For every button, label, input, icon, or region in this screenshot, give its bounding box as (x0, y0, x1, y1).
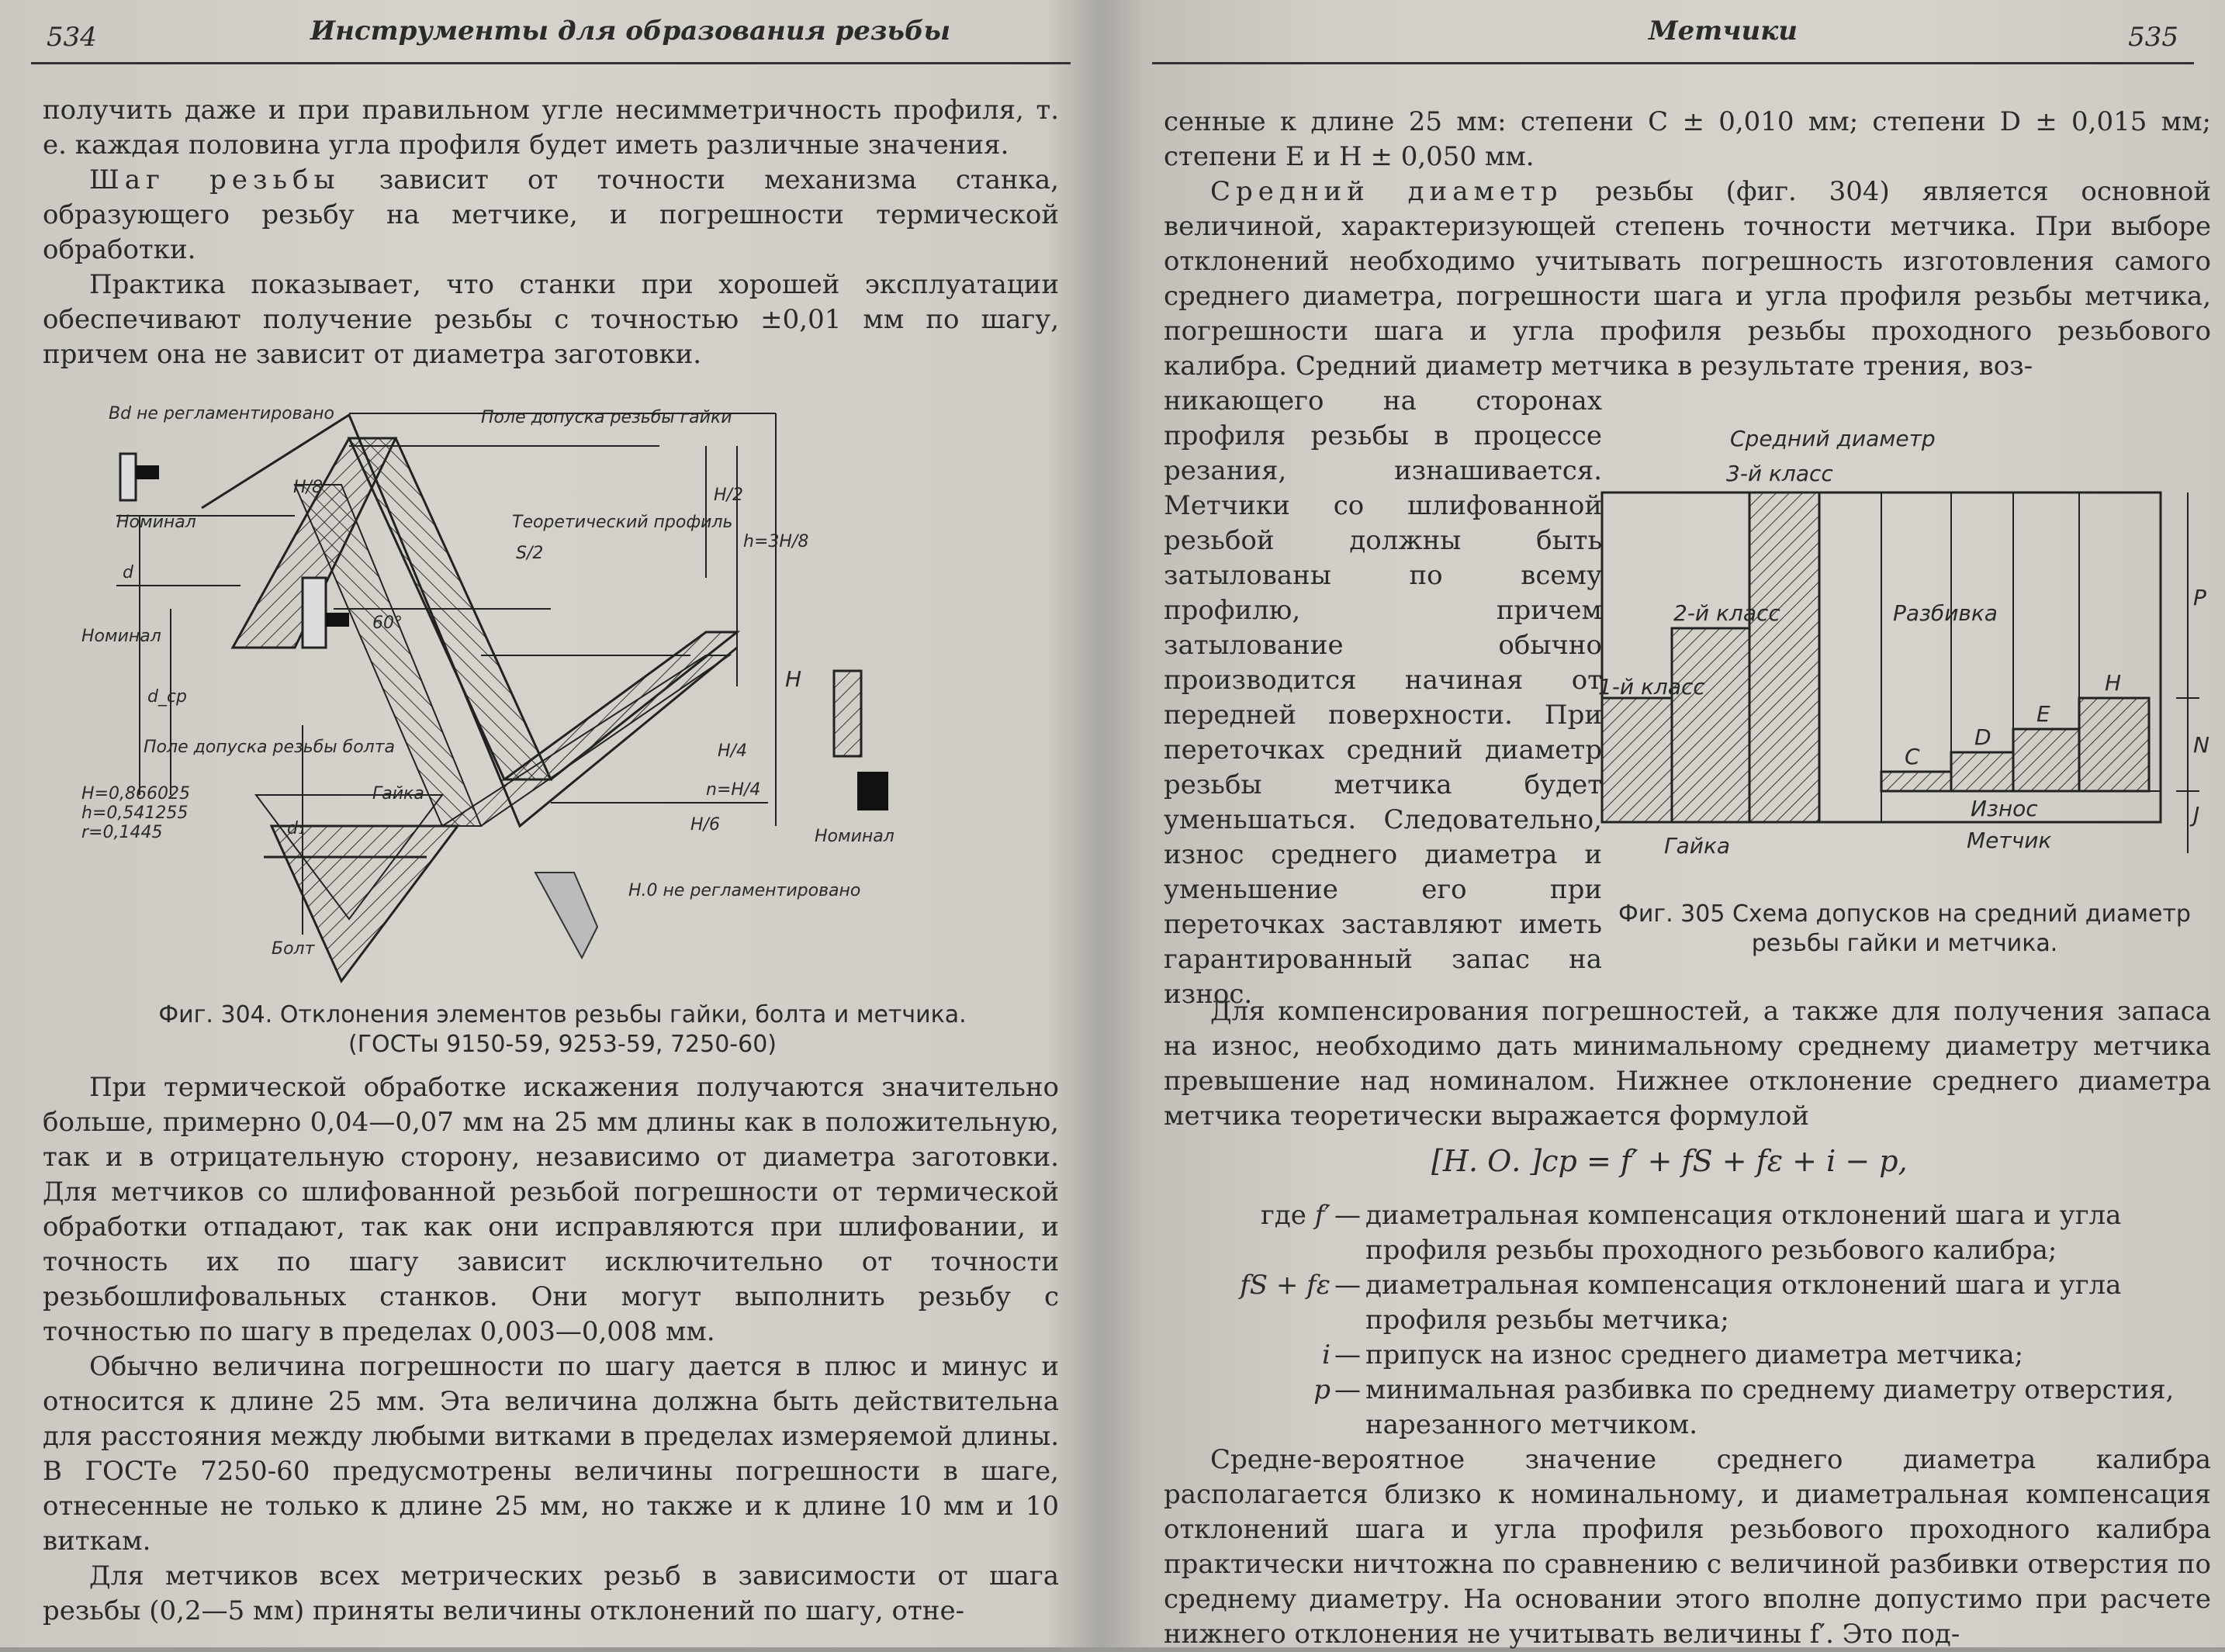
legend-text-3: припуск на износ среднего диаметра метчика; (1365, 1339, 2024, 1370)
pitch-rest: зависит от точности механизма станка, образующего резьбу на метчике, и погрешности термической обработки. (43, 164, 1059, 265)
legend-dash-1: — (1334, 1200, 1361, 1231)
label-H: H (2105, 670, 2122, 696)
left-page-number: 534 (47, 22, 97, 53)
label-h-formula: h=3H/8 (743, 532, 809, 551)
legend-row-1 (1164, 1198, 2211, 1268)
label-dcp: d_ср (147, 687, 188, 707)
band-v-right (504, 632, 737, 779)
where-word: где (1261, 1200, 1306, 1231)
bar-C (1881, 772, 1951, 791)
compensation-paragraph: Для компенсирования погрешностей, а также для получения запаса на износ, необходимо дать минимальному среднему диаметру метчика превышение над номиналом. Нижнее отклонение среднего диаметра метчика теоретически выражается формулой (1164, 996, 2211, 1132)
legend-sym-3: i (1322, 1339, 1331, 1370)
label-H4: H/4 (718, 741, 747, 761)
label-class2: 2-й класс (1673, 600, 1780, 626)
legend-row-2 (1164, 1268, 2211, 1338)
left-paragraph-2: Обычно величина погрешности по шагу дается в плюс и минус и относится к длине 25 мм. Эта величина должна быть действительна для расстояния между любыми витками в пределах измеряемой длины. В ГОСТе 7250-60 предусмотрены величины погрешности в шаге, отнесенные не только к длине 25 мм, но также и к длине 10 мм и 10 виткам. (43, 1351, 1059, 1557)
legend-row-1-symbol (1164, 1198, 1331, 1233)
label-d1: d₁ (287, 819, 305, 838)
legend-dash-3: — (1334, 1339, 1361, 1370)
bar-class3 (1749, 492, 1819, 822)
label-bolt-tol: Поле допуска резьбы болта (144, 738, 396, 757)
figure-304-caption-line2: (ГОСТы 9150-59, 9253-59, 7250-60) (348, 1031, 777, 1058)
formula: [Н. О. ]ср = f′ + fS + fε + i − p, (1431, 1144, 1908, 1178)
bar-class1 (1602, 698, 1672, 822)
label-P: P (2193, 585, 2206, 610)
label-J: J (2193, 802, 2200, 828)
legend-sym-1: f′ (1314, 1200, 1331, 1231)
block-c (834, 671, 861, 756)
label-nominal-3: Номинал (815, 827, 894, 846)
block-a (120, 454, 136, 500)
label-H6: H/6 (690, 815, 720, 835)
label-const-3: r=0,1445 (81, 823, 163, 842)
left-page (0, 0, 1102, 1647)
lower-tip (535, 873, 597, 958)
bar-D (1951, 752, 2013, 791)
formula-legend (1164, 1198, 2211, 1443)
label-vd-not-reg: Вd не регламентировано (109, 404, 334, 423)
label-class3: 3-й класс (1726, 461, 1833, 486)
figure-305-caption-line1: Фиг. 305 Схема допусков на средний диаметр (1618, 900, 2191, 928)
right-wrap-text (1164, 384, 1602, 1012)
label-const-1: H=0,866025 (81, 784, 190, 804)
bar-class2 (1672, 628, 1749, 822)
label-nominal-1: Номинал (116, 513, 196, 532)
left-bottom-text (43, 1070, 1059, 1629)
label-H: H (785, 666, 802, 692)
label-E: E (2036, 701, 2050, 727)
label-H8: H/8 (293, 478, 323, 497)
legend-text-4: минимальная разбивка по среднему диаметру отверстия, нарезанного метчиком. (1365, 1374, 2175, 1440)
label-spread: Разбивка (1893, 600, 1998, 626)
left-running-title: Инструменты для образования резьбы (310, 16, 951, 47)
block-b (303, 578, 326, 648)
label-class1: 1-й класс (1598, 674, 1705, 700)
label-d: d (123, 563, 133, 582)
label-D: D (1974, 724, 1991, 750)
figure-304-caption-line1: Фиг. 304. Отклонения элементов резьбы гайки, болта и метчика. (158, 1001, 967, 1028)
pitch-paragraph (43, 163, 1059, 268)
label-bolt: Болт (272, 939, 315, 959)
label-nominal-2: Номинал (81, 627, 161, 646)
label-tap: Метчик (1967, 828, 2052, 853)
label-N: N (2193, 732, 2209, 758)
block-b-black (326, 613, 349, 627)
label-C: C (1905, 744, 1920, 769)
pitch-term: Шаг резьбы (89, 164, 341, 195)
bar-E (2013, 729, 2079, 791)
label-wear: Износ (1971, 796, 2038, 821)
label-const-2: h=0,541255 (81, 804, 189, 823)
legend-row-4 (1164, 1373, 2211, 1443)
compensation-text (1164, 994, 2211, 1134)
figure-305-caption (1602, 900, 2207, 959)
label-angle: 60° (372, 613, 403, 633)
legend-text-2: диаметральная компенсация отклонений шага и угла профиля резьбы метчика; (1365, 1270, 2122, 1336)
right-page (1121, 0, 2225, 1650)
legend-row-3 (1164, 1338, 2211, 1373)
label-n-H4: n=H/4 (706, 780, 761, 800)
block-c-black (857, 772, 888, 810)
top-paragraph: получить даже и при правильном угле несимметричность профиля, т. е. каждая половина угла профиля будет иметь различные значения. (43, 95, 1059, 161)
label-theoretical: Теоретический профиль (512, 513, 733, 532)
right-top-text (1164, 105, 2211, 384)
right-running-title: Метчики (1649, 16, 1798, 47)
legend-sym-4: p (1313, 1374, 1331, 1405)
fig305-title: Средний диаметр (1730, 426, 1936, 451)
label-nut: Гайка (1664, 833, 1731, 859)
block-a-black (136, 465, 159, 479)
label-H2: H/2 (714, 486, 743, 505)
figure-304 (81, 392, 993, 989)
legend-dash-2: — (1334, 1270, 1361, 1301)
figure-305 (1587, 419, 2207, 876)
bar-H (2079, 698, 2149, 791)
mid-diameter-term: Средний диаметр (1210, 176, 1563, 207)
mid-diameter-paragraph (1164, 175, 2211, 384)
legend-sym-2: fS + fε (1240, 1270, 1331, 1301)
left-paragraph-1: При термической обработке искажения получаются значительно больше, примерно 0,04—0,07 мм на 25 мм длины как в положительную, так и в отрицательную сторону, независимо от диаметра заготовки. Для метчиков со шлифованной резьбой погрешности от термической обработки отпадают, так как они исправляются при шлифовании, и точность их по шагу зависит исключительно от точности резьбошлифовальных станков. Они могут выполнить резьбу с точностью по шагу в пределах 0,003—0,008 мм. (43, 1072, 1059, 1347)
left-paragraph-3: Для метчиков всех метрических резьб в зависимости от шага резьбы (0,2—5 мм) приняты величины отклонений по шагу, отне- (43, 1560, 1059, 1626)
left-running-header (31, 8, 1071, 64)
right-running-header (1152, 8, 2194, 64)
figure-304-caption (78, 1001, 1047, 1059)
last-text (1164, 1443, 2211, 1652)
legend-dash-4: — (1334, 1374, 1361, 1405)
figure-305-caption-line2: резьбы гайки и метчика. (1751, 930, 2058, 957)
label-h0-not-reg: Н.0 не регламентировано (628, 881, 861, 900)
practice-paragraph: Практика показывает, что станки при хорошей эксплуатации обеспечивают получение резьбы с точностью ±0,01 мм по шагу, причем она не зависит от диаметра заготовки. (43, 269, 1059, 370)
label-nut: Гайка (372, 784, 424, 804)
wrap-paragraph: никающего на сторонах профиля резьбы в процессе резания, изнашивается. Метчики со шлифованной резьбой должны быть затылованы по всему профилю, причем затылование обычно производится начиная от передней поверхности. При переточках средний диаметр резьбы метчика будет уменьшаться. Следовательно, износ среднего диаметра и уменьшение его при переточках заставляют иметь гарантированный запас на износ. (1164, 385, 1602, 1010)
label-s2: S/2 (516, 544, 544, 563)
legend-text-1: диаметральная компенсация отклонений шага и угла профиля резьбы проходного резьбового калибра; (1365, 1200, 2122, 1266)
mid-diameter-rest: резьбы (фиг. 304) является основной величиной, характеризующей степень точности метчика. При выборе отклонений необходимо учитывать погрешность изготовления самого среднего диаметра, погрешности шага и угла профиля резьбы метчика, погрешности шага и угла профиля резьбы проходного резьбового калибра. Средний диаметр метчика в результате трения, воз- (1164, 176, 2211, 382)
right-page-number: 535 (2128, 22, 2178, 53)
last-paragraph: Средне-вероятное значение среднего диаметра калибра располагается близко к номинальному, и диаметральная компенсация отклонений шага и угла профиля резьбового проходного калибра практически ничтожна по сравнению с величиной разбивки отверстия по среднему диаметру. На основании этого вполне допустимо при расчете нижнего отклонения не учитывать величины f′. Это под- (1164, 1444, 2211, 1650)
left-top-text (43, 93, 1059, 372)
label-nut-tol: Поле допуска резьбы гайки (481, 408, 732, 427)
right-top-paragraph: сенные к длине 25 мм: степени С ± 0,010 мм; степени D ± 0,015 мм; степени Е и Н ± 0,050 мм. (1164, 106, 2211, 172)
